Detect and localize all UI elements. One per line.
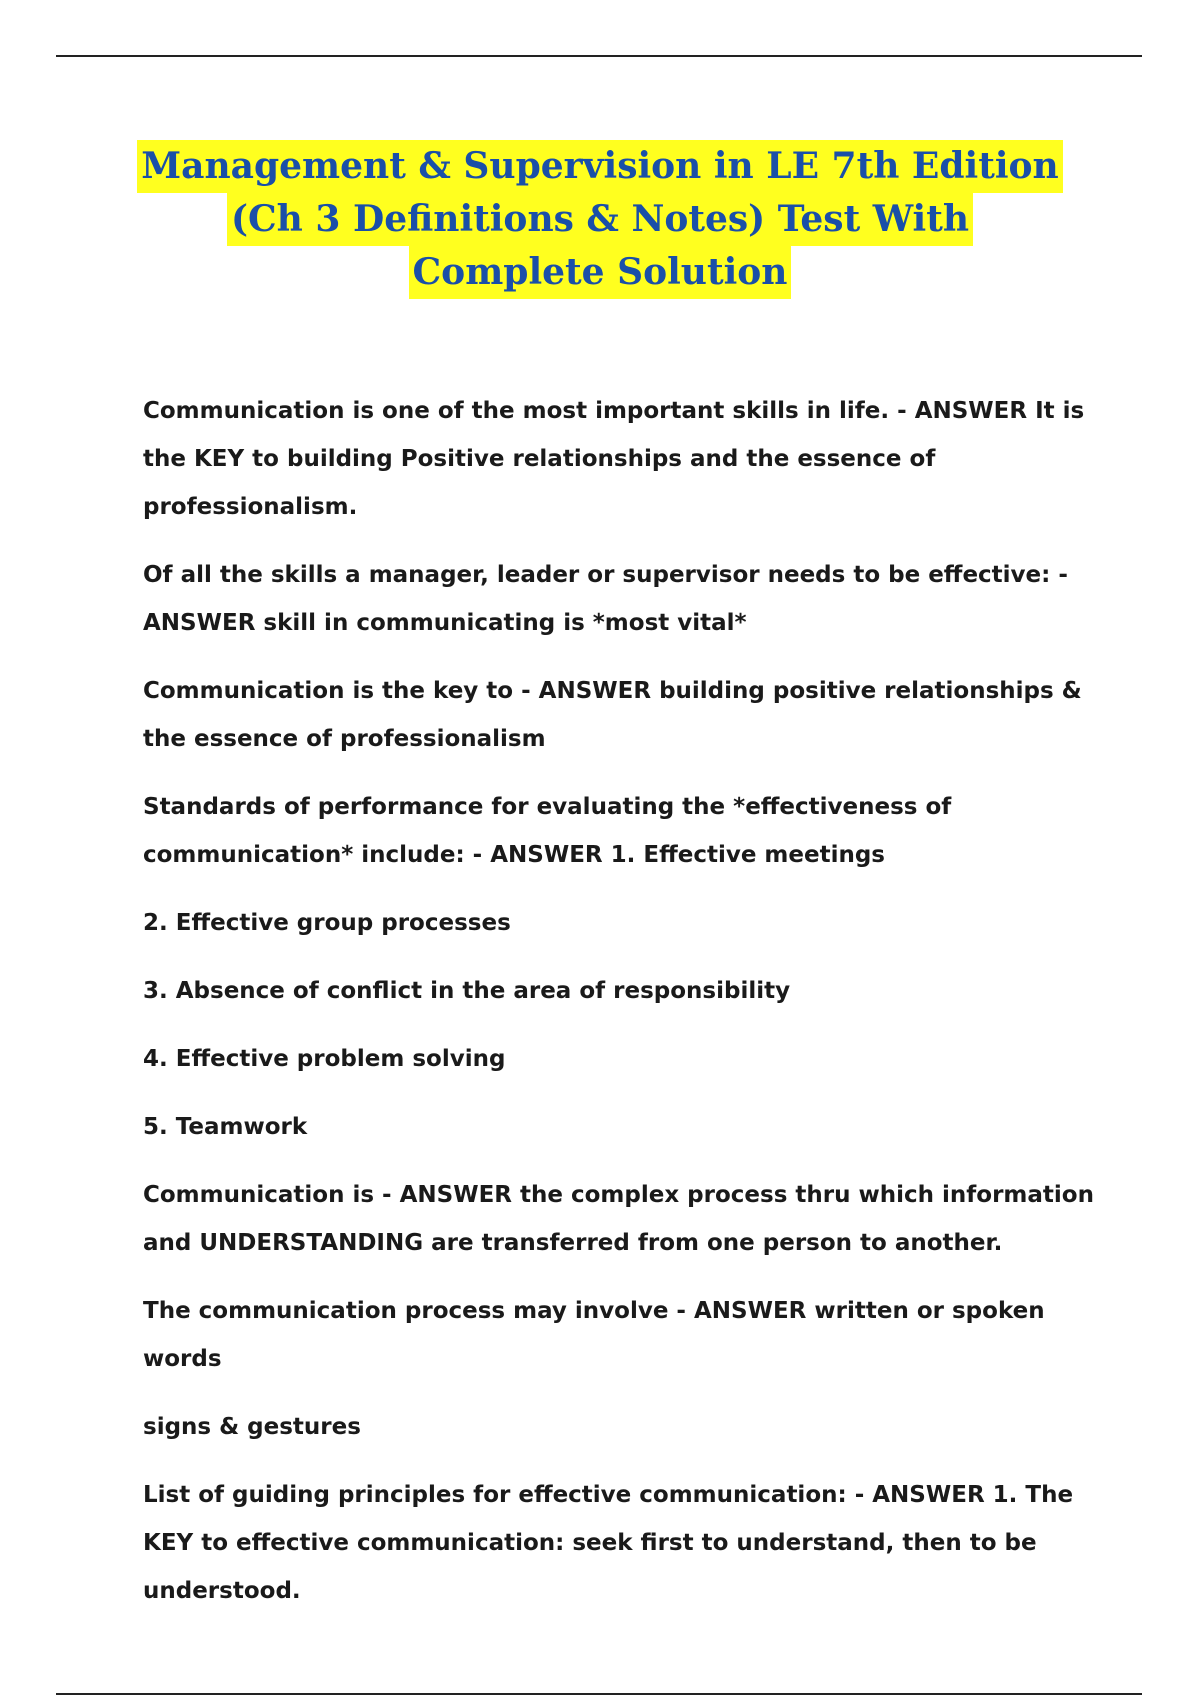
paragraph-8: List of guiding principles for effective communication: - ANSWER 1. The KEY to effective communication: seek first to understand, then to be understood. — [143, 1482, 1074, 1604]
paragraph-3: Communication is the key to - ANSWER building positive relationships & the essence of professionalism — [143, 678, 1082, 752]
title-line-3: Complete Solution — [409, 246, 792, 299]
paragraph-4: Standards of performance for evaluating the *effectiveness of communication* include: - ANSWER 1. Effective meetings — [143, 794, 952, 868]
document-body — [143, 387, 1103, 1635]
document-title — [100, 140, 1100, 299]
paragraph-6: The communication process may involve - ANSWER written or spoken words — [143, 1298, 1045, 1372]
paragraph-1: Communication is one of the most important skills in life. - ANSWER It is the KEY to building Positive relationships and the essence of professionalism. — [143, 398, 1085, 520]
paragraph-2: Of all the skills a manager, leader or supervisor needs to be effective: - ANSWER skill in communicating is *most vital* — [143, 562, 1068, 636]
bottom-rule — [56, 1693, 1142, 1695]
title-line-2: (Ch 3 Definitions & Notes) Test With — [227, 193, 973, 246]
list-item-3: 3. Absence of conflict in the area of responsibility — [143, 978, 791, 1004]
title-line-1: Management & Supervision in LE 7th Edition — [137, 140, 1062, 193]
list-item-2: 2. Effective group processes — [143, 910, 511, 936]
list-item-5: 5. Teamwork — [143, 1114, 308, 1140]
top-rule — [56, 55, 1142, 57]
paragraph-7: signs & gestures — [143, 1414, 361, 1440]
list-item-4: 4. Effective problem solving — [143, 1046, 506, 1072]
paragraph-5: Communication is - ANSWER the complex process thru which information and UNDERSTANDING are transferred from one person to another. — [143, 1182, 1094, 1256]
